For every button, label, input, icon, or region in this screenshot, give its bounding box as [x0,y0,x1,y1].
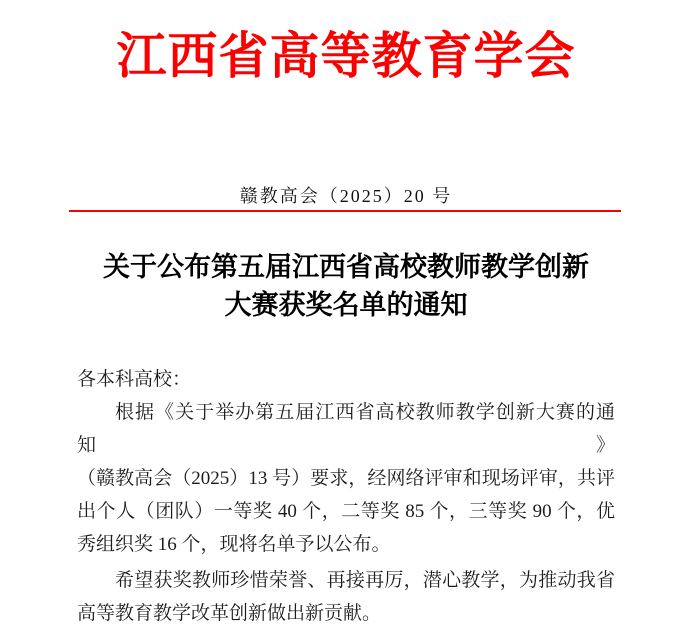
paragraph2-line2: 高等教育教学改革创新做出新贡献。 [77,603,382,624]
paragraph1-line3: 出个人（团队）一等奖 40 个，二等奖 85 个，三等奖 90 个，优 [77,501,615,522]
notice-title-line2: 大赛获奖名单的通知 [224,290,468,320]
letterhead-org-name: 江西省高等教育学会 [116,28,576,84]
letterhead-divider-line [69,210,621,212]
notice-body [77,363,615,630]
paragraph1-line1: 根据《关于举办第五届江西省高校教师教学创新大赛的通知》 [77,402,615,456]
notice-title-line1: 关于公布第五届江西省高校教师教学创新 [103,252,589,282]
document-number: 赣教高会（2025）20 号 [239,186,453,206]
paragraph1-line2: （赣教高会（2025）13 号）要求，经网络评审和现场评审，共评 [77,468,615,489]
paragraph1-line4: 秀组织奖 16 个，现将名单予以公布。 [77,534,391,555]
paragraph2-line1: 希望获奖教师珍惜荣誉、再接再厉，潜心教学，为推动我省 [115,570,615,591]
notice-title [77,248,615,324]
salutation: 各本科高校： [77,369,192,390]
